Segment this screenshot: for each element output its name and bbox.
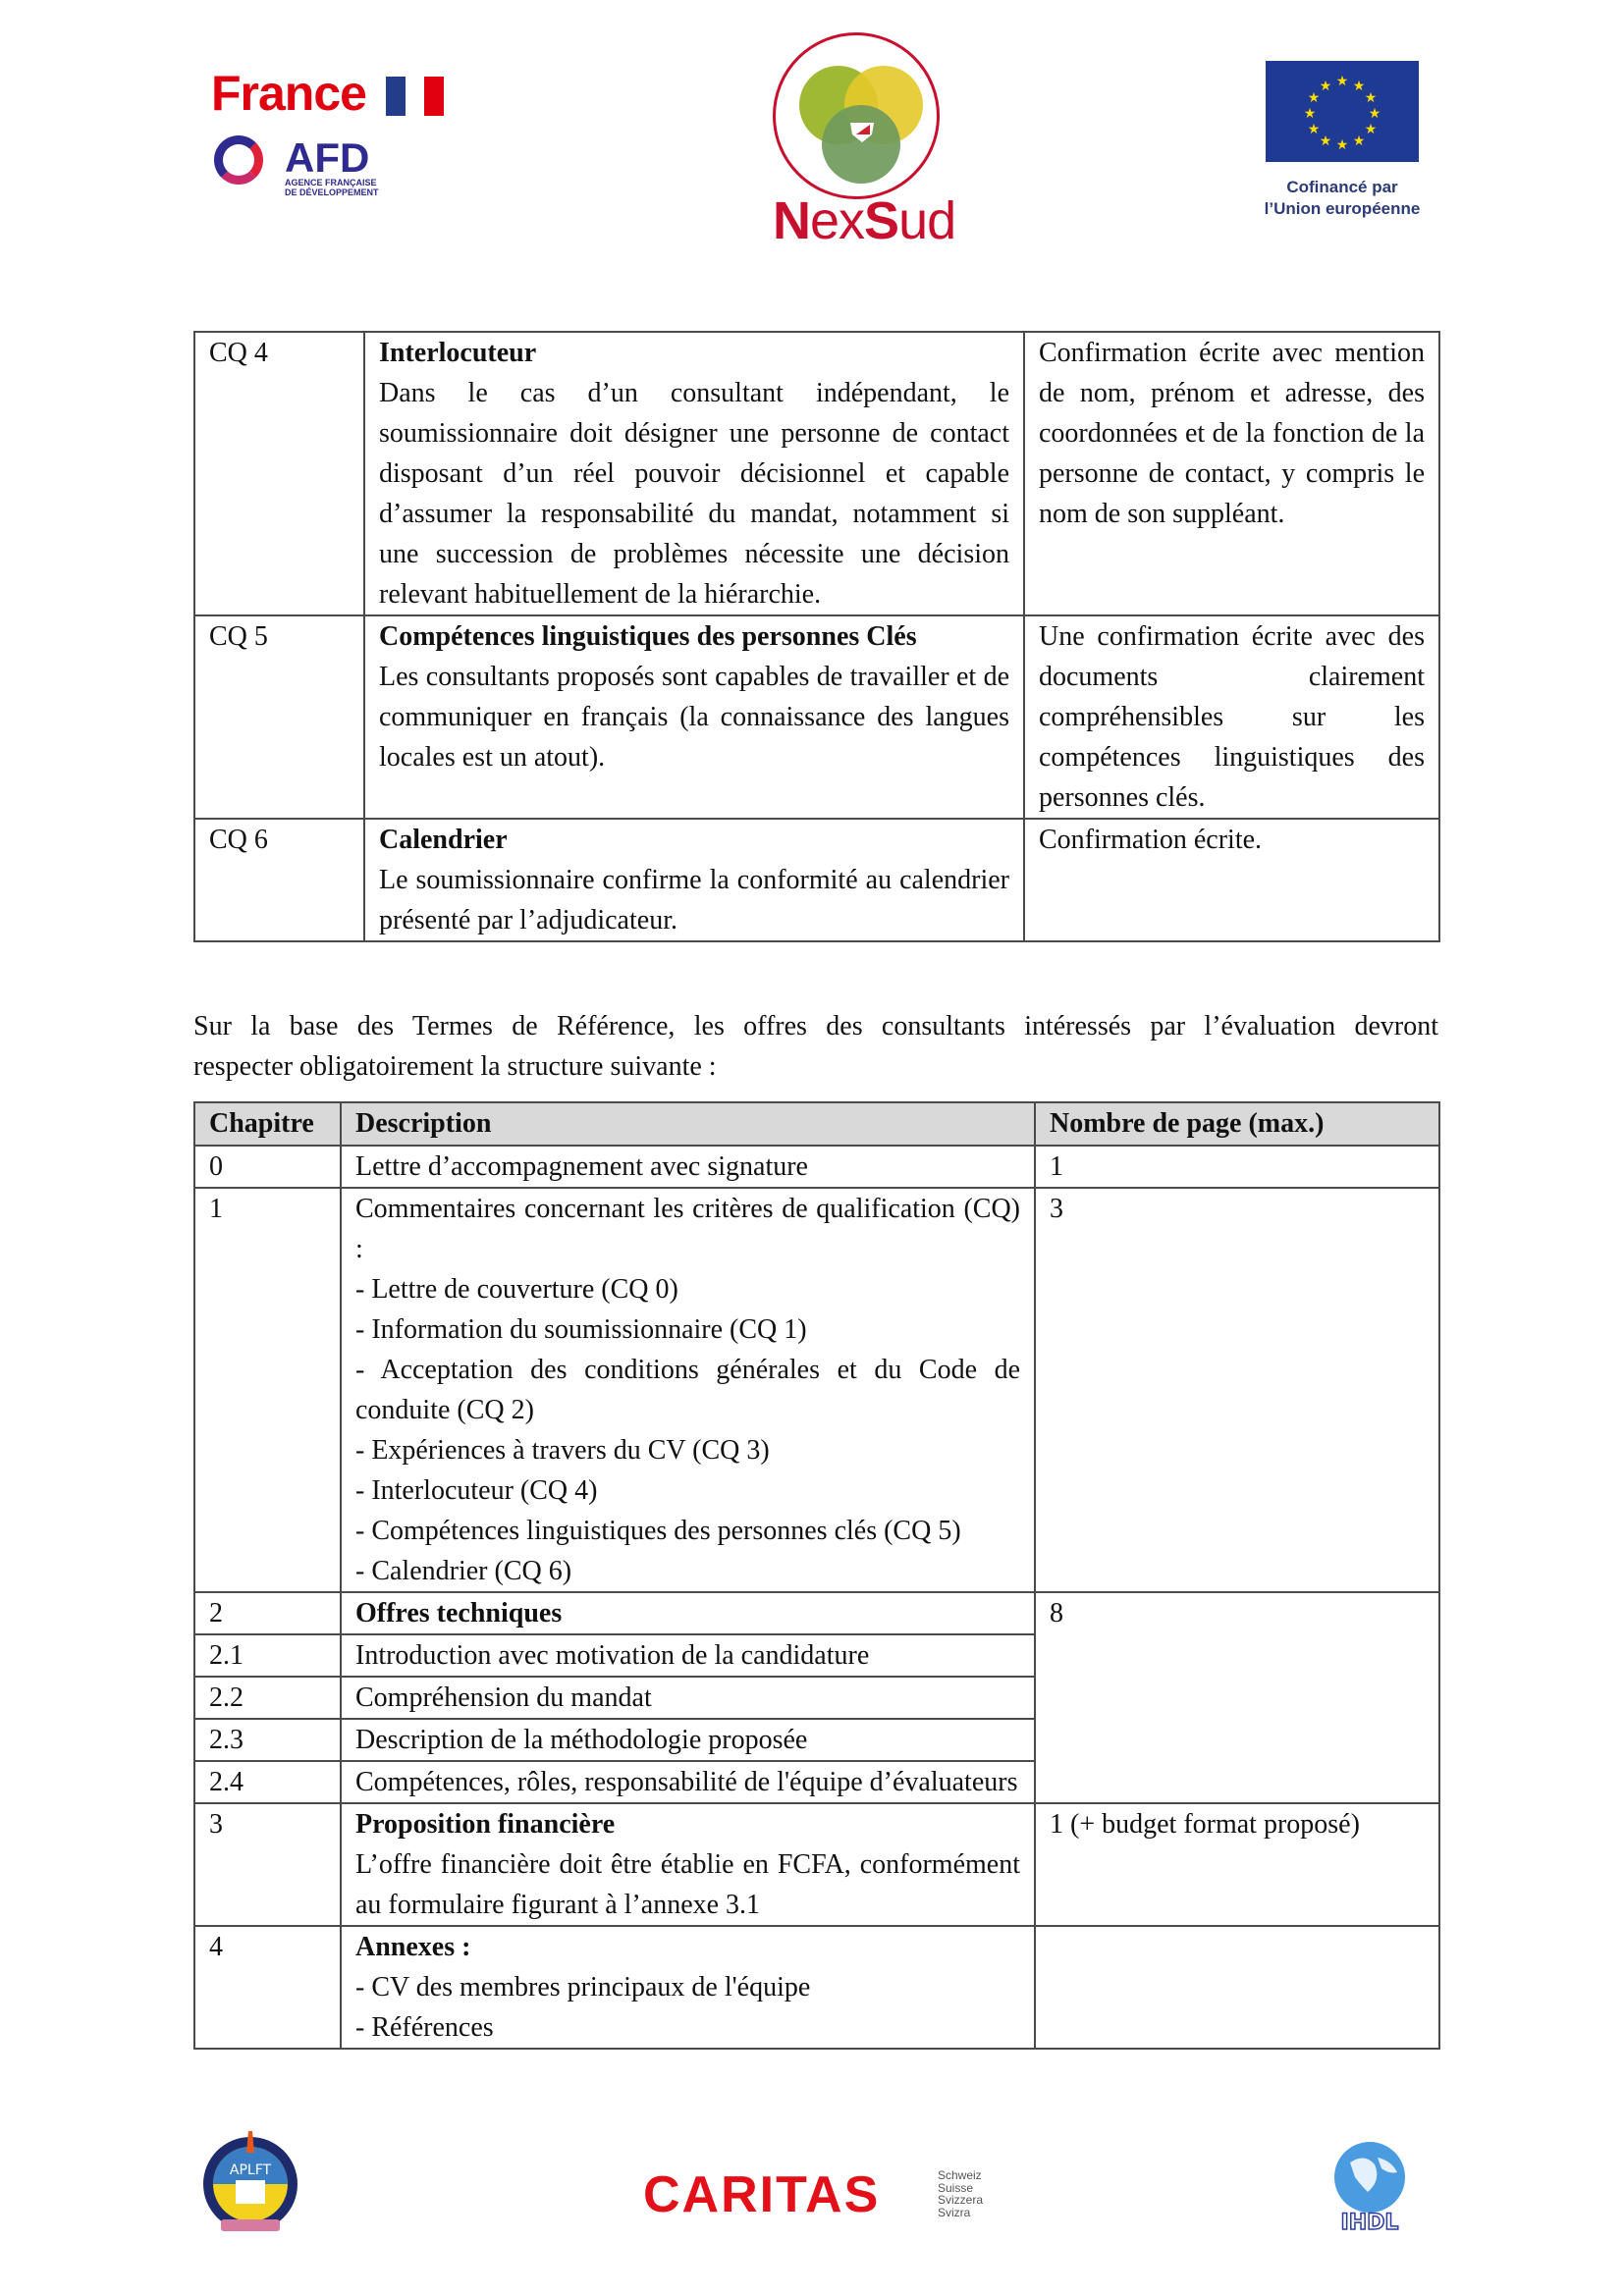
svg-text:★: ★ bbox=[1352, 79, 1366, 94]
chapter-number: 1 bbox=[194, 1188, 341, 1592]
chapter-description-intro: Commentaires concernant les critères de qualification (CQ) : bbox=[355, 1194, 1020, 1264]
svg-text:★: ★ bbox=[1335, 137, 1349, 153]
caritas-language: Svizra bbox=[938, 2205, 971, 2219]
svg-text:★: ★ bbox=[1303, 106, 1317, 122]
french-flag-red-stripe bbox=[424, 77, 444, 116]
chapter-description: Compréhension du mandat bbox=[341, 1677, 1035, 1719]
table-row bbox=[194, 1188, 1439, 1592]
table-row bbox=[194, 1592, 1439, 1634]
list-item: - Expériences à travers du CV (CQ 3) bbox=[355, 1435, 770, 1466]
nexsud-n: N bbox=[773, 191, 810, 250]
svg-text:★: ★ bbox=[1368, 106, 1381, 122]
table-row bbox=[194, 1146, 1439, 1188]
chapter-number: 2.4 bbox=[194, 1761, 341, 1803]
intro-paragraph bbox=[193, 1006, 1438, 1087]
offer-structure-table bbox=[193, 1101, 1440, 2050]
svg-text:★: ★ bbox=[1307, 122, 1321, 137]
list-item: - Interlocuteur (CQ 4) bbox=[355, 1475, 598, 1506]
table-row bbox=[194, 1803, 1439, 1926]
chapter-description: Offres techniques bbox=[341, 1592, 1035, 1634]
svg-text:★: ★ bbox=[1335, 74, 1349, 89]
list-item: - Acceptation des conditions générales et du Code de conduite (CQ 2) bbox=[355, 1355, 1020, 1425]
column-header-pages: Nombre de page (max.) bbox=[1035, 1102, 1439, 1146]
svg-text:★: ★ bbox=[1319, 79, 1332, 94]
caritas-language: Svizzera bbox=[938, 2193, 984, 2208]
table-row bbox=[194, 1926, 1439, 2049]
intro-paragraph-line1: Sur la base des Termes de Référence, les offres des consultants intéressés par l’évaluation devront bbox=[193, 1011, 1438, 1041]
chapter-description bbox=[341, 1188, 1035, 1592]
chapter-title: Proposition financière bbox=[355, 1809, 616, 1840]
chapter-description: Lettre d’accompagnement avec signature bbox=[341, 1146, 1035, 1188]
ihdl-logo bbox=[1311, 2123, 1429, 2241]
afd-subtitle-line1: AGENCE FRANÇAISE bbox=[285, 178, 377, 187]
chapter-description bbox=[341, 1926, 1035, 2049]
table-row bbox=[194, 332, 1439, 615]
page-limit: 3 bbox=[1035, 1188, 1439, 1592]
svg-text:★: ★ bbox=[1307, 90, 1321, 106]
afd-ring-icon bbox=[214, 135, 263, 185]
list-item: - Calendrier (CQ 6) bbox=[355, 1556, 572, 1586]
caritas-wordmark: CARITAS bbox=[643, 2166, 881, 2223]
criterion-description: Le soumissionnaire confirme la conformité au calendrier présenté par l’adjudicateur. bbox=[379, 865, 1009, 935]
eu-caption bbox=[1227, 177, 1457, 220]
criterion-requirement bbox=[364, 332, 1024, 615]
criterion-description: Les consultants proposés sont capables de travailler et de communiquer en français (la connaissance des langues locales est un atout). bbox=[379, 662, 1009, 773]
svg-text:★: ★ bbox=[1319, 133, 1332, 149]
criterion-code: CQ 4 bbox=[194, 332, 364, 615]
chapter-description: Compétences, rôles, responsabilité de l'équipe d’évaluateurs bbox=[341, 1761, 1035, 1803]
afd-subtitle-line2: DE DÉVELOPPEMENT bbox=[285, 187, 379, 197]
afd-subtitle bbox=[285, 179, 379, 198]
nexsud-s: S bbox=[864, 191, 899, 250]
nexsud-venn-icon bbox=[785, 44, 933, 191]
svg-text:★: ★ bbox=[1364, 122, 1378, 137]
caritas-language: Suisse bbox=[938, 2180, 974, 2195]
svg-text:★: ★ bbox=[1352, 133, 1366, 149]
chapter-description bbox=[341, 1803, 1035, 1926]
aplft-logo bbox=[191, 2123, 309, 2241]
chapter-number: 3 bbox=[194, 1803, 341, 1926]
nexsud-ex: ex bbox=[810, 191, 865, 250]
page-limit: 8 bbox=[1035, 1592, 1439, 1803]
nexsud-ud: ud bbox=[898, 191, 956, 250]
french-flag-blue-stripe bbox=[386, 77, 406, 116]
list-item: - CV des membres principaux de l'équipe bbox=[355, 1972, 811, 2002]
page-limit: 1 bbox=[1035, 1146, 1439, 1188]
list-item: - Compétences linguistiques des personnes clés (CQ 5) bbox=[355, 1516, 961, 1546]
criterion-requirement bbox=[364, 615, 1024, 819]
page-limit: 1 (+ budget format proposé) bbox=[1035, 1803, 1439, 1926]
qualification-criteria-table bbox=[193, 331, 1440, 942]
chapter-number: 2.3 bbox=[194, 1719, 341, 1761]
intro-paragraph-line2: respecter obligatoirement la structure suivante : bbox=[193, 1051, 717, 1082]
chapter-description: Description de la méthodologie proposée bbox=[341, 1719, 1035, 1761]
column-header-chapter: Chapitre bbox=[194, 1102, 341, 1146]
chapter-number: 4 bbox=[194, 1926, 341, 2049]
criterion-proof: Une confirmation écrite avec des documents clairement compréhensibles sur les compétences linguistiques des personnes clés. bbox=[1024, 615, 1439, 819]
list-item: - Information du soumissionnaire (CQ 1) bbox=[355, 1314, 807, 1345]
chapter-number: 2.2 bbox=[194, 1677, 341, 1719]
chapter-number: 2 bbox=[194, 1592, 341, 1634]
eu-caption-line2: l’Union européenne bbox=[1264, 199, 1421, 219]
chapter-number: 2.1 bbox=[194, 1634, 341, 1677]
criterion-title: Compétences linguistiques des personnes Clés bbox=[379, 621, 917, 652]
criterion-proof: Confirmation écrite. bbox=[1024, 819, 1439, 941]
list-item: - Références bbox=[355, 2012, 494, 2043]
chapter-description: Introduction avec motivation de la candidature bbox=[341, 1634, 1035, 1677]
page-limit bbox=[1035, 1926, 1439, 2049]
svg-text:★: ★ bbox=[1364, 90, 1378, 106]
criterion-title: Interlocuteur bbox=[379, 338, 537, 368]
france-wordmark: France bbox=[211, 66, 366, 121]
chapter-number: 0 bbox=[194, 1146, 341, 1188]
chapter-description-text: L’offre financière doit être établie en FCFA, conformément au formulaire figurant à l’annexe 3.1 bbox=[355, 1849, 1020, 1920]
table-row bbox=[194, 819, 1439, 941]
eu-caption-line1: Cofinancé par bbox=[1286, 178, 1398, 196]
nexsud-wordmark bbox=[773, 191, 956, 250]
criterion-requirement bbox=[364, 819, 1024, 941]
afd-wordmark: AFD bbox=[285, 134, 370, 181]
caritas-languages bbox=[938, 2169, 983, 2218]
criterion-description: Dans le cas d’un consultant indépendant, le soumissionnaire doit désigner une personne de contact disposant d’un réel pouvoir décisionnel et capable d’assumer la responsabilité du mandat, notamment si une succession de problèmes nécessite une décision relevant habituellement de la hiérarchie. bbox=[379, 378, 1009, 610]
criterion-code: CQ 5 bbox=[194, 615, 364, 819]
eu-stars-icon bbox=[1266, 61, 1419, 162]
aplft-acronym: APLFT bbox=[229, 2163, 272, 2178]
eu-flag-icon bbox=[1266, 61, 1419, 162]
criterion-proof: Confirmation écrite avec mention de nom, prénom et adresse, des coordonnées et de la fonction de la personne de contact, y compris le nom de son suppléant. bbox=[1024, 332, 1439, 615]
table-header-row bbox=[194, 1102, 1439, 1146]
criterion-code: CQ 6 bbox=[194, 819, 364, 941]
ihdl-acronym: IHDL bbox=[1340, 2211, 1399, 2235]
list-item: - Lettre de couverture (CQ 0) bbox=[355, 1274, 678, 1305]
table-row bbox=[194, 615, 1439, 819]
caritas-language: Schweiz bbox=[938, 2168, 982, 2182]
chapter-title: Annexes : bbox=[355, 1932, 471, 1962]
column-header-description: Description bbox=[341, 1102, 1035, 1146]
criterion-title: Calendrier bbox=[379, 825, 508, 855]
